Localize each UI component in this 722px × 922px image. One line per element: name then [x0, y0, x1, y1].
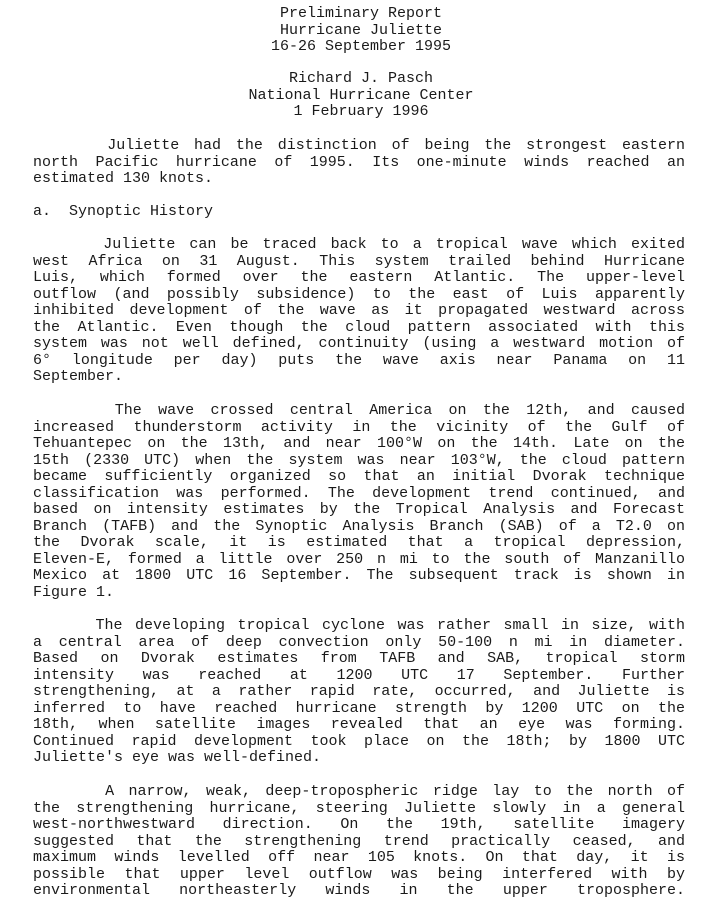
paragraph-line: system was not well defined, continuity (using a westward motion of [33, 335, 685, 352]
section-heading-synoptic-history: a. Synoptic History [33, 203, 214, 220]
report-title: Preliminary Report [279, 5, 443, 22]
storm-name: Hurricane Juliette [279, 21, 443, 39]
author-organization: National Hurricane Center [248, 86, 474, 104]
paragraph-line: Eleven-E, formed a little over 250 n mi to the south of Manzanillo [33, 550, 685, 568]
paragraph-line: increased thunderstorm activity in the vicinity of the Gulf of [33, 418, 685, 436]
paragraph-line: September. [33, 368, 124, 385]
paragraph-line: inhibited development of the wave as it propagated westward across [33, 302, 685, 319]
paragraph-line: 15th (2330 UTC) when the system was near 103°W, the cloud pattern [33, 451, 685, 469]
paragraph-line: estimated 130 knots. [33, 170, 214, 187]
paragraph-line: outflow (and possibly subsidence) to the east of Luis apparently [33, 285, 685, 303]
paragraph-line: the Atlantic. Even though the cloud pattern associated with this [33, 318, 685, 336]
paragraph-line: the Dvorak scale, it is estimated that a tropical depression, [33, 534, 685, 551]
paragraph-line: strengthening, at a rather rapid rate, occurred, and Juliette is [33, 683, 685, 700]
paragraph-line: inferred to have reached hurricane strength by 1200 UTC on the [33, 699, 685, 717]
paragraph-line: Juliette can be traced back to a tropical wave which exited [33, 236, 685, 253]
paragraph-line: Figure 1. [33, 583, 115, 601]
paragraph-line: possible that upper level outflow was being interfered with by [33, 865, 685, 883]
paragraph-line: Luis, which formed over the eastern Atlantic. The upper-level [33, 269, 685, 286]
intro-paragraph [33, 138, 685, 188]
paragraph-4 [33, 784, 685, 900]
paragraph-line: based on intensity estimates by the Tropical Analysis and Forecast [33, 501, 685, 518]
paragraph-line: The wave crossed central America on the 12th, and caused [33, 402, 685, 419]
paragraph-3 [33, 618, 685, 767]
paragraph-line: Continued rapid development took place on the 18th; by 1800 UTC [33, 732, 685, 750]
storm-dates: 16-26 September 1995 [270, 38, 452, 55]
report-date: 1 February 1996 [293, 103, 429, 120]
paragraph-2 [33, 403, 685, 601]
paragraph-line: west-northwestward direction. On the 19th, satellite imagery [33, 816, 685, 833]
author-name: Richard J. Pasch [288, 70, 434, 87]
paragraph-line: Branch (TAFB) and the Synoptic Analysis Branch (SAB) of a T2.0 on [33, 517, 685, 535]
paragraph-line: a central area of deep convection only 50-100 n mi in diameter. [33, 633, 685, 651]
paragraph-line: became sufficiently organized so that an initial Dvorak technique [33, 468, 685, 485]
paragraph-line: 18th, when satellite images revealed that an eye was forming. [33, 716, 685, 733]
paragraph-line: environmental northeasterly winds in the upper troposphere. [33, 882, 685, 899]
paragraph-line: Tehuantepec on the 13th, and near 100°W on the 14th. Late on the [33, 435, 685, 452]
paragraph-line: the strengthening hurricane, steering Juliette slowly in a general [33, 799, 685, 817]
paragraph-line: Juliette's eye was well-defined. [33, 749, 322, 766]
paragraph-1 [33, 237, 685, 386]
paragraph-line: Based on Dvorak estimates from TAFB and SAB, tropical storm [33, 650, 685, 667]
paragraph-line: maximum winds levelled off near 105 knots. On that day, it is [33, 849, 685, 866]
paragraph-line: Mexico at 1800 UTC 16 September. The subsequent track is shown in [33, 567, 685, 584]
paragraph-line: north Pacific hurricane of 1995. Its one-minute winds reached an [33, 153, 685, 171]
paragraph-line: west Africa on 31 August. This system trailed behind Hurricane [33, 252, 685, 270]
author-block [0, 71, 722, 121]
paragraph-line: suggested that the strengthening trend practically ceased, and [33, 832, 685, 850]
paragraph-line: A narrow, weak, deep-tropospheric ridge lay to the north of [33, 783, 685, 800]
paragraph-line: 6° longitude per day) puts the wave axis near Panama on 11 [33, 351, 685, 369]
report-title-block [0, 6, 722, 56]
paragraph-line: The developing tropical cyclone was rather small in size, with [33, 617, 685, 634]
paragraph-line: Juliette had the distinction of being the strongest eastern [33, 137, 685, 154]
paragraph-line: classification was performed. The development trend continued, and [33, 484, 685, 502]
paragraph-line: intensity was reached at 1200 UTC 17 September. Further [33, 666, 685, 684]
